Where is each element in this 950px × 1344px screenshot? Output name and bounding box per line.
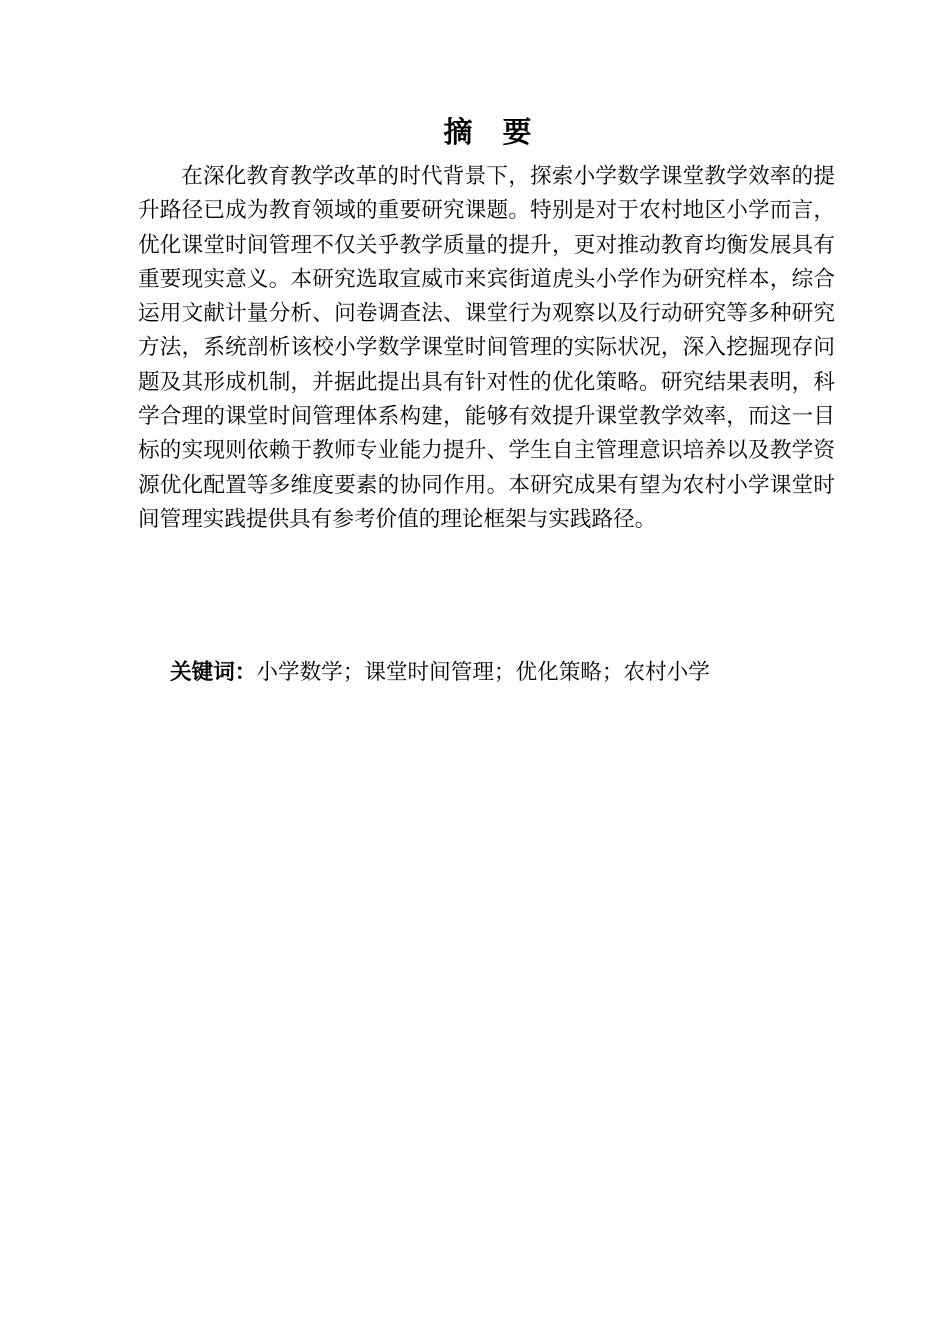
keywords-line (170, 656, 850, 690)
keywords-label: 关键词： (170, 660, 257, 685)
abstract-paragraph: 在深化教育教学改革的时代背景下，探索小学数学课堂教学效率的提升路径已成为教育领域的重要研究课题。特别是对于农村地区小学而言，优化课堂时间管理不仅关乎教学质量的提升，更对推动教育均衡发展具有重要现实意义。本研究选取宣威市来宾街道虎头小学作为研究样本，综合运用文献计量分析、问卷调查法、课堂行为观察以及行动研究等多种研究方法，系统剖析该校小学数学课堂时间管理的实际状况，深入挖掘现存问题及其形成机制，并据此提出具有针对性的优化策略。研究结果表明，科学合理的课堂时间管理体系构建，能够有效提升课堂教学效率，而这一目标的实现则依赖于教师专业能力提升、学生自主管理意识培养以及教学资源优化配置等多维度要素的协同作用。本研究成果有望为农村小学课堂时间管理实践提供具有参考价值的理论框架与实践路径。 (138, 164, 835, 532)
title-char-1: 摘 (443, 115, 473, 149)
title-char-2: 要 (502, 115, 532, 149)
abstract-title (0, 112, 950, 152)
keywords-list: 小学数学；课堂时间管理；优化策略；农村小学 (256, 660, 710, 685)
